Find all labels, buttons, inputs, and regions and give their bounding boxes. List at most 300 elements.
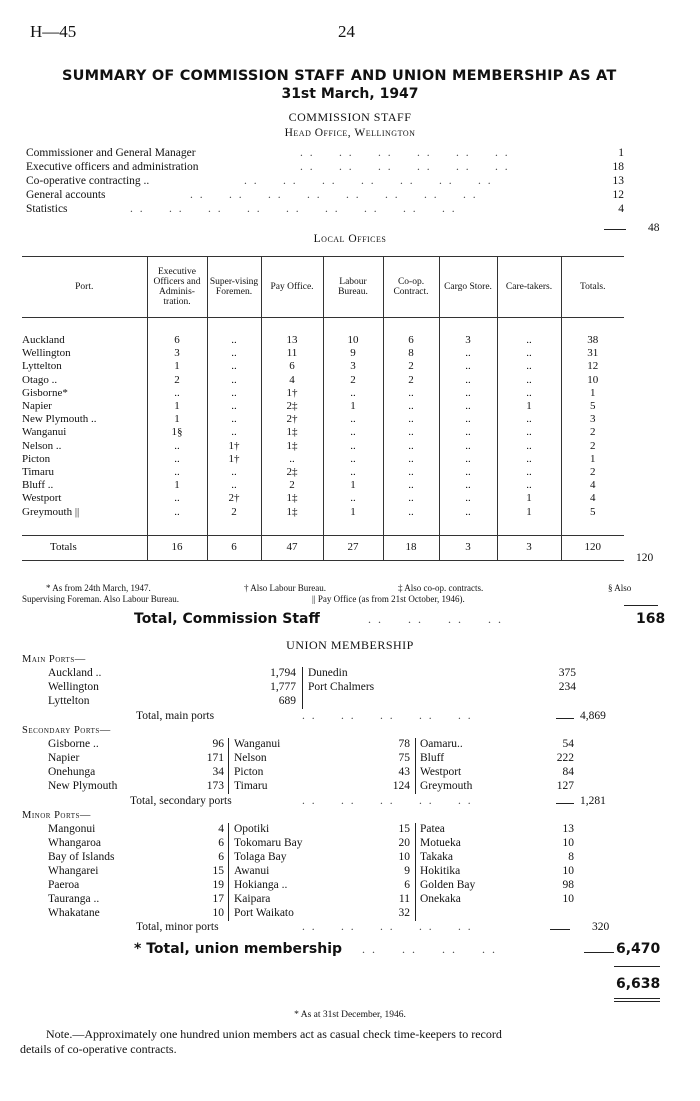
port-count: 689: [278, 695, 296, 707]
head-office-heading: Head Office, Wellington: [284, 127, 416, 139]
table-cell: ..: [207, 479, 261, 492]
table-cell: 1: [147, 360, 207, 373]
port-name: Gisborne ..: [48, 738, 99, 750]
port-count: 6: [404, 879, 410, 891]
table-cell: ..: [497, 453, 561, 466]
port-count: 6: [218, 851, 224, 863]
list-item-label: Co-operative contracting ..: [26, 175, 150, 187]
table-cell: 3: [147, 347, 207, 360]
table-cell: ..: [207, 334, 261, 347]
port-name: Auckland ..: [48, 667, 102, 679]
table-cell: ..: [323, 426, 383, 439]
footnote: * As from 24th March, 1947.: [46, 583, 151, 593]
table-cell: 1‡: [261, 505, 323, 518]
port-name: Napier: [48, 752, 80, 764]
port-name: Hokianga ..: [234, 879, 288, 891]
table-cell: 2‡: [261, 400, 323, 413]
leader-dots: . . . . . . . .: [362, 942, 497, 956]
port-count: 1,777: [270, 681, 296, 693]
table-cell: 31: [561, 347, 624, 360]
table-cell: 27: [323, 535, 383, 560]
table-cell: ..: [497, 334, 561, 347]
port-count: 10: [562, 893, 574, 905]
table-cell: 2: [207, 505, 261, 518]
port-name-cell: Picton: [22, 452, 51, 465]
subtotal-rule: [556, 803, 574, 804]
port-name: Hokitika: [420, 865, 461, 877]
port-name: Kaipara: [234, 893, 271, 905]
list-item-value: 18: [612, 161, 624, 173]
port-count: 19: [212, 879, 224, 891]
list-item-label: Commissioner and General Manager: [26, 147, 196, 159]
table-cell: ..: [147, 387, 207, 400]
table-cell: 1: [561, 387, 624, 400]
table-cell: 1‡: [261, 440, 323, 453]
table-cell: ..: [497, 413, 561, 426]
table-cell: 47: [261, 535, 323, 560]
leader-dots: . . . . . . . . . .: [302, 921, 473, 933]
table-cell: ..: [207, 413, 261, 426]
leader-dots: . . . . . . . . . . . . . . . . . .: [130, 203, 457, 215]
table-cell: 2‡: [261, 466, 323, 479]
table-cell: ..: [207, 426, 261, 439]
page-title: SUMMARY OF COMMISSION STAFF AND UNION MEMBERSHIP AS AT: [62, 68, 617, 84]
column-rule: [415, 738, 416, 794]
port-name: Tokomaru Bay: [234, 837, 303, 849]
table-cell: 6: [207, 535, 261, 560]
table-cell: 1: [147, 400, 207, 413]
table-cell: 2†: [261, 413, 323, 426]
port-name: Picton: [234, 766, 264, 778]
table-cell: ..: [497, 426, 561, 439]
table-cell: ..: [439, 466, 497, 479]
port-count: 34: [212, 766, 224, 778]
port-name: New Plymouth: [48, 780, 118, 792]
table-cell: 6: [147, 334, 207, 347]
table-cell: 3: [561, 413, 624, 426]
table-cell: 5: [561, 400, 624, 413]
page-title-date: 31st March, 1947: [281, 86, 419, 102]
table-cell: ..: [439, 360, 497, 373]
table-row: [22, 505, 624, 518]
table-cell: ..: [383, 387, 439, 400]
subtotal-rule: [550, 929, 570, 930]
list-item-label: General accounts: [26, 189, 106, 201]
port-count: 54: [562, 738, 574, 750]
table-cell: ..: [147, 492, 207, 505]
table-cell: ..: [383, 453, 439, 466]
column-header: Pay Office.: [261, 257, 323, 318]
table-cell: 2: [561, 466, 624, 479]
port-name: Greymouth: [420, 780, 473, 792]
footnote: § Also: [608, 583, 632, 593]
port-name-cell: Wanganui: [22, 426, 67, 439]
table-totals-row: [22, 535, 624, 560]
table-cell: ..: [383, 413, 439, 426]
port-count: 127: [556, 780, 574, 792]
port-name: Motueka: [420, 837, 461, 849]
column-header: Super-vising Foremen.: [207, 257, 261, 318]
port-name: Timaru: [234, 780, 268, 792]
table-cell: ..: [383, 466, 439, 479]
leader-dots: . . . . . . . . . . . .: [300, 161, 510, 173]
port-name: Westport: [420, 766, 462, 778]
table-cell: 1: [147, 479, 207, 492]
port-name-cell: Bluff ..: [22, 479, 54, 492]
table-cell: 1: [497, 400, 561, 413]
table-cell: ..: [323, 387, 383, 400]
table-cell: ..: [497, 347, 561, 360]
port-name-cell: Otago ..: [22, 373, 58, 386]
subtotal-rule: [604, 229, 626, 230]
head-office-total: 48: [648, 222, 660, 234]
table-cell: ..: [323, 453, 383, 466]
table-cell: ..: [439, 400, 497, 413]
port-name-cell: Lyttelton: [22, 360, 62, 373]
local-offices-heading: Local Offices: [313, 233, 387, 245]
note-line-1: Note.—Approximately one hundred union members act as casual check time-keepers to record: [46, 1027, 502, 1041]
table-cell: ..: [497, 466, 561, 479]
port-count: 78: [398, 738, 410, 750]
port-count: 13: [562, 823, 574, 835]
port-name: Bluff: [420, 752, 445, 764]
table-header-row: [22, 257, 624, 318]
port-count: 6: [218, 837, 224, 849]
column-header: Care-takers.: [497, 257, 561, 318]
list-item-value: 12: [612, 189, 624, 201]
table-cell: ..: [439, 426, 497, 439]
table-cell: 12: [561, 360, 624, 373]
port-count: 1,794: [270, 667, 296, 679]
table-cell: 2: [147, 374, 207, 387]
subtotal-rule: [556, 718, 574, 719]
total-commission-label: Total, Commission Staff: [134, 611, 320, 627]
column-header: Executive Officers and Adminis-tration.: [147, 257, 207, 318]
port-count: 8: [568, 851, 574, 863]
table-cell: ..: [147, 466, 207, 479]
table-row: [22, 360, 624, 373]
table-cell: ..: [439, 453, 497, 466]
table-cell: 1†: [207, 453, 261, 466]
port-count: 15: [212, 865, 224, 877]
port-count: 17: [212, 893, 224, 905]
port-name: Opotiki: [234, 823, 270, 835]
secondary-total-value: 1,281: [580, 795, 606, 807]
footnote: † Also Labour Bureau.: [244, 583, 326, 593]
table-cell: 2†: [207, 492, 261, 505]
table-cell: 1: [147, 413, 207, 426]
table-cell: 4: [561, 479, 624, 492]
port-name: Dunedin: [308, 667, 348, 679]
table-cell: ..: [323, 413, 383, 426]
port-name: Onekaka: [420, 893, 461, 905]
table-cell: 2: [561, 426, 624, 439]
port-name: Oamaru..: [420, 738, 463, 750]
table-row: [22, 479, 624, 492]
table-cell: ..: [439, 505, 497, 518]
list-item-value: 4: [618, 203, 624, 215]
column-header: Cargo Store.: [439, 257, 497, 318]
footnote: ‡ Also co-op. contracts.: [398, 583, 484, 593]
subtotal-rule: [584, 952, 614, 953]
table-row: [22, 466, 624, 479]
table-cell: ..: [439, 347, 497, 360]
port-name: Lyttelton: [48, 695, 90, 707]
port-name-cell: Wellington: [22, 347, 71, 360]
table-cell: ..: [497, 360, 561, 373]
port-count: 98: [562, 879, 574, 891]
table-cell: ..: [261, 453, 323, 466]
port-count: 96: [212, 738, 224, 750]
table-cell: ..: [383, 426, 439, 439]
table-cell: Totals: [22, 535, 147, 560]
table-cell: ..: [439, 440, 497, 453]
port-name: Port Waikato: [234, 907, 294, 919]
port-name-cell: Gisborne*: [22, 386, 68, 399]
port-name: Wellington: [48, 681, 99, 693]
port-name: Awanui: [234, 865, 270, 877]
table-cell: 1: [497, 505, 561, 518]
footnote: Supervising Foreman. Also Labour Bureau.: [22, 594, 179, 604]
minor-ports-label: Minor Ports—: [22, 810, 91, 821]
port-name: Nelson: [234, 752, 267, 764]
table-cell: ..: [207, 374, 261, 387]
table-row: [22, 387, 624, 400]
table-row: [22, 440, 624, 453]
table-cell: 5: [561, 505, 624, 518]
port-count: 4: [218, 823, 224, 835]
note-line-2: details of co-operative contracts.: [20, 1042, 177, 1056]
port-count: 222: [556, 752, 574, 764]
table-cell: 120: [561, 535, 624, 560]
table-cell: 16: [147, 535, 207, 560]
table-cell: 38: [561, 334, 624, 347]
table-cell: ..: [323, 492, 383, 505]
table-cell: ..: [207, 360, 261, 373]
port-count: 32: [398, 907, 410, 919]
table-row: [22, 426, 624, 439]
total-rule: [614, 966, 660, 967]
port-name-cell: Napier: [22, 400, 52, 413]
table-cell: 2: [561, 440, 624, 453]
minor-total-value: 320: [592, 921, 610, 933]
main-total-value: 4,869: [580, 710, 606, 722]
table-cell: ..: [497, 387, 561, 400]
union-total-value: 6,470: [616, 941, 661, 957]
leader-dots: . . . . . . . . . . . .: [300, 147, 510, 159]
port-name-cell: New Plymouth ..: [22, 413, 97, 426]
table-cell: 1: [323, 505, 383, 518]
port-count: 11: [398, 893, 410, 905]
table-cell: 1†: [207, 440, 261, 453]
table-row: [22, 453, 624, 466]
table-cell: 6: [383, 334, 439, 347]
table-cell: 1§: [147, 426, 207, 439]
table-cell: 10: [323, 334, 383, 347]
table-cell: 1: [323, 400, 383, 413]
leader-dots: . . . . . . . . . . . . . .: [244, 175, 493, 187]
table-row: [22, 492, 624, 505]
port-count: 43: [398, 766, 410, 778]
list-item-label: Statistics: [26, 203, 68, 215]
table-row: [22, 413, 624, 426]
port-name: Tauranga ..: [48, 893, 100, 905]
table-cell: 2: [323, 374, 383, 387]
table-cell: 1‡: [261, 426, 323, 439]
port-count: 10: [562, 837, 574, 849]
leader-dots: . . . . . . . . . . . . . . . .: [190, 189, 478, 201]
port-count: 124: [392, 780, 410, 792]
list-item-value: 13: [612, 175, 624, 187]
port-name: Takaka: [420, 851, 454, 863]
table-cell: ..: [383, 400, 439, 413]
report-reference: H—45: [30, 22, 77, 41]
secondary-ports-label: Secondary Ports—: [22, 725, 111, 736]
total-rule: [614, 998, 660, 999]
port-name-cell: Nelson ..: [22, 439, 62, 452]
table-cell: 2: [261, 479, 323, 492]
table-cell: ..: [323, 466, 383, 479]
table-cell: ..: [323, 440, 383, 453]
grand-total-value: 6,638: [616, 976, 661, 992]
table-row: [22, 400, 624, 413]
column-rule: [415, 823, 416, 921]
subtotal-rule: [624, 605, 658, 606]
table-cell: 6: [261, 360, 323, 373]
table-cell: 11: [261, 347, 323, 360]
leader-dots: . . . . . . . . . .: [302, 710, 473, 722]
port-count: 20: [398, 837, 410, 849]
column-header: Labour Bureau.: [323, 257, 383, 318]
table-cell: ..: [383, 479, 439, 492]
port-name: Bay of Islands: [48, 851, 115, 863]
table-cell: 9: [323, 347, 383, 360]
table-cell: 1: [561, 453, 624, 466]
table-cell: ..: [383, 505, 439, 518]
commission-staff-heading: COMMISSION STAFF: [288, 110, 412, 124]
column-rule: [228, 738, 229, 794]
table-cell: ..: [439, 387, 497, 400]
port-count: 173: [206, 780, 224, 792]
table-cell: ..: [147, 453, 207, 466]
column-header: Totals.: [561, 257, 624, 318]
page-number: 24: [338, 22, 355, 41]
port-name-cell: Westport: [22, 492, 62, 505]
table-cell: ..: [439, 492, 497, 505]
table-cell: 3: [439, 535, 497, 560]
union-footnote: * As at 31st December, 1946.: [294, 1010, 406, 1020]
port-name: Whangaroa: [48, 837, 101, 849]
total-rule: [614, 1001, 660, 1002]
port-count: 15: [398, 823, 410, 835]
table-cell: 13: [261, 334, 323, 347]
port-name: Whakatane: [48, 907, 100, 919]
table-cell: ..: [207, 400, 261, 413]
table-row: [22, 334, 624, 347]
table-cell: ..: [497, 374, 561, 387]
port-name: Paeroa: [48, 879, 80, 891]
table-cell: 18: [383, 535, 439, 560]
port-count: 75: [398, 752, 410, 764]
table-cell: 1†: [261, 387, 323, 400]
total-commission-value: 168: [636, 611, 666, 627]
table-cell: ..: [497, 479, 561, 492]
table-cell: 4: [561, 492, 624, 505]
table-cell: ..: [439, 479, 497, 492]
union-heading: UNION MEMBERSHIP: [286, 638, 414, 652]
port-name-cell: Auckland: [22, 334, 65, 347]
port-name: Tolaga Bay: [234, 851, 287, 863]
port-name: Patea: [420, 823, 445, 835]
list-item-label: Executive officers and administration: [26, 161, 199, 173]
table-cell: ..: [147, 505, 207, 518]
port-name: Whangarei: [48, 865, 99, 877]
port-count: 9: [404, 865, 410, 877]
port-count: 234: [558, 681, 576, 693]
port-name-cell: Greymouth ||: [22, 505, 80, 518]
union-total-label: * Total, union membership: [134, 941, 343, 957]
table-cell: 2: [383, 374, 439, 387]
port-count: 10: [212, 907, 224, 919]
table-cell: ..: [207, 466, 261, 479]
table-cell: ..: [147, 440, 207, 453]
port-name: Wanganui: [234, 738, 281, 750]
port-count: 10: [562, 865, 574, 877]
list-item-value: 1: [618, 147, 624, 159]
column-header: Co-op. Contract.: [383, 257, 439, 318]
table-cell: 1: [323, 479, 383, 492]
table-cell: 10: [561, 374, 624, 387]
port-count: 171: [206, 752, 224, 764]
table-cell: ..: [383, 492, 439, 505]
column-rule: [302, 667, 303, 709]
table-cell: ..: [383, 440, 439, 453]
main-total-label: Total, main ports: [136, 710, 215, 722]
table-row: [22, 347, 624, 360]
port-count: 84: [562, 766, 574, 778]
column-rule: [228, 823, 229, 921]
local-offices-total: 120: [636, 552, 654, 564]
table-cell: 2: [383, 360, 439, 373]
column-header: Port.: [22, 257, 147, 318]
port-name-cell: Timaru: [22, 465, 54, 478]
secondary-total-label: Total, secondary ports: [130, 795, 232, 807]
minor-total-label: Total, minor ports: [136, 921, 219, 933]
leader-dots: . . . . . . . .: [368, 612, 503, 626]
port-count: 10: [398, 851, 410, 863]
table-body: [22, 318, 624, 519]
port-name: Golden Bay: [420, 879, 476, 891]
table-cell: ..: [207, 387, 261, 400]
port-name: Port Chalmers: [308, 681, 375, 693]
port-name: Onehunga: [48, 766, 96, 778]
table-cell: 8: [383, 347, 439, 360]
table-cell: 3: [323, 360, 383, 373]
table-cell: ..: [207, 347, 261, 360]
footnote: || Pay Office (as from 21st October, 1946).: [312, 594, 465, 604]
port-name: Mangonui: [48, 823, 96, 835]
table-row: [22, 374, 624, 387]
table-cell: ..: [439, 374, 497, 387]
main-ports-label: Main Ports—: [22, 654, 86, 665]
table-cell: ..: [497, 440, 561, 453]
table-cell: ..: [439, 413, 497, 426]
table-cell: 3: [497, 535, 561, 560]
leader-dots: . . . . . . . . . .: [302, 795, 473, 807]
local-offices-table: [22, 256, 624, 561]
table-cell: 1: [497, 492, 561, 505]
table-cell: 3: [439, 334, 497, 347]
